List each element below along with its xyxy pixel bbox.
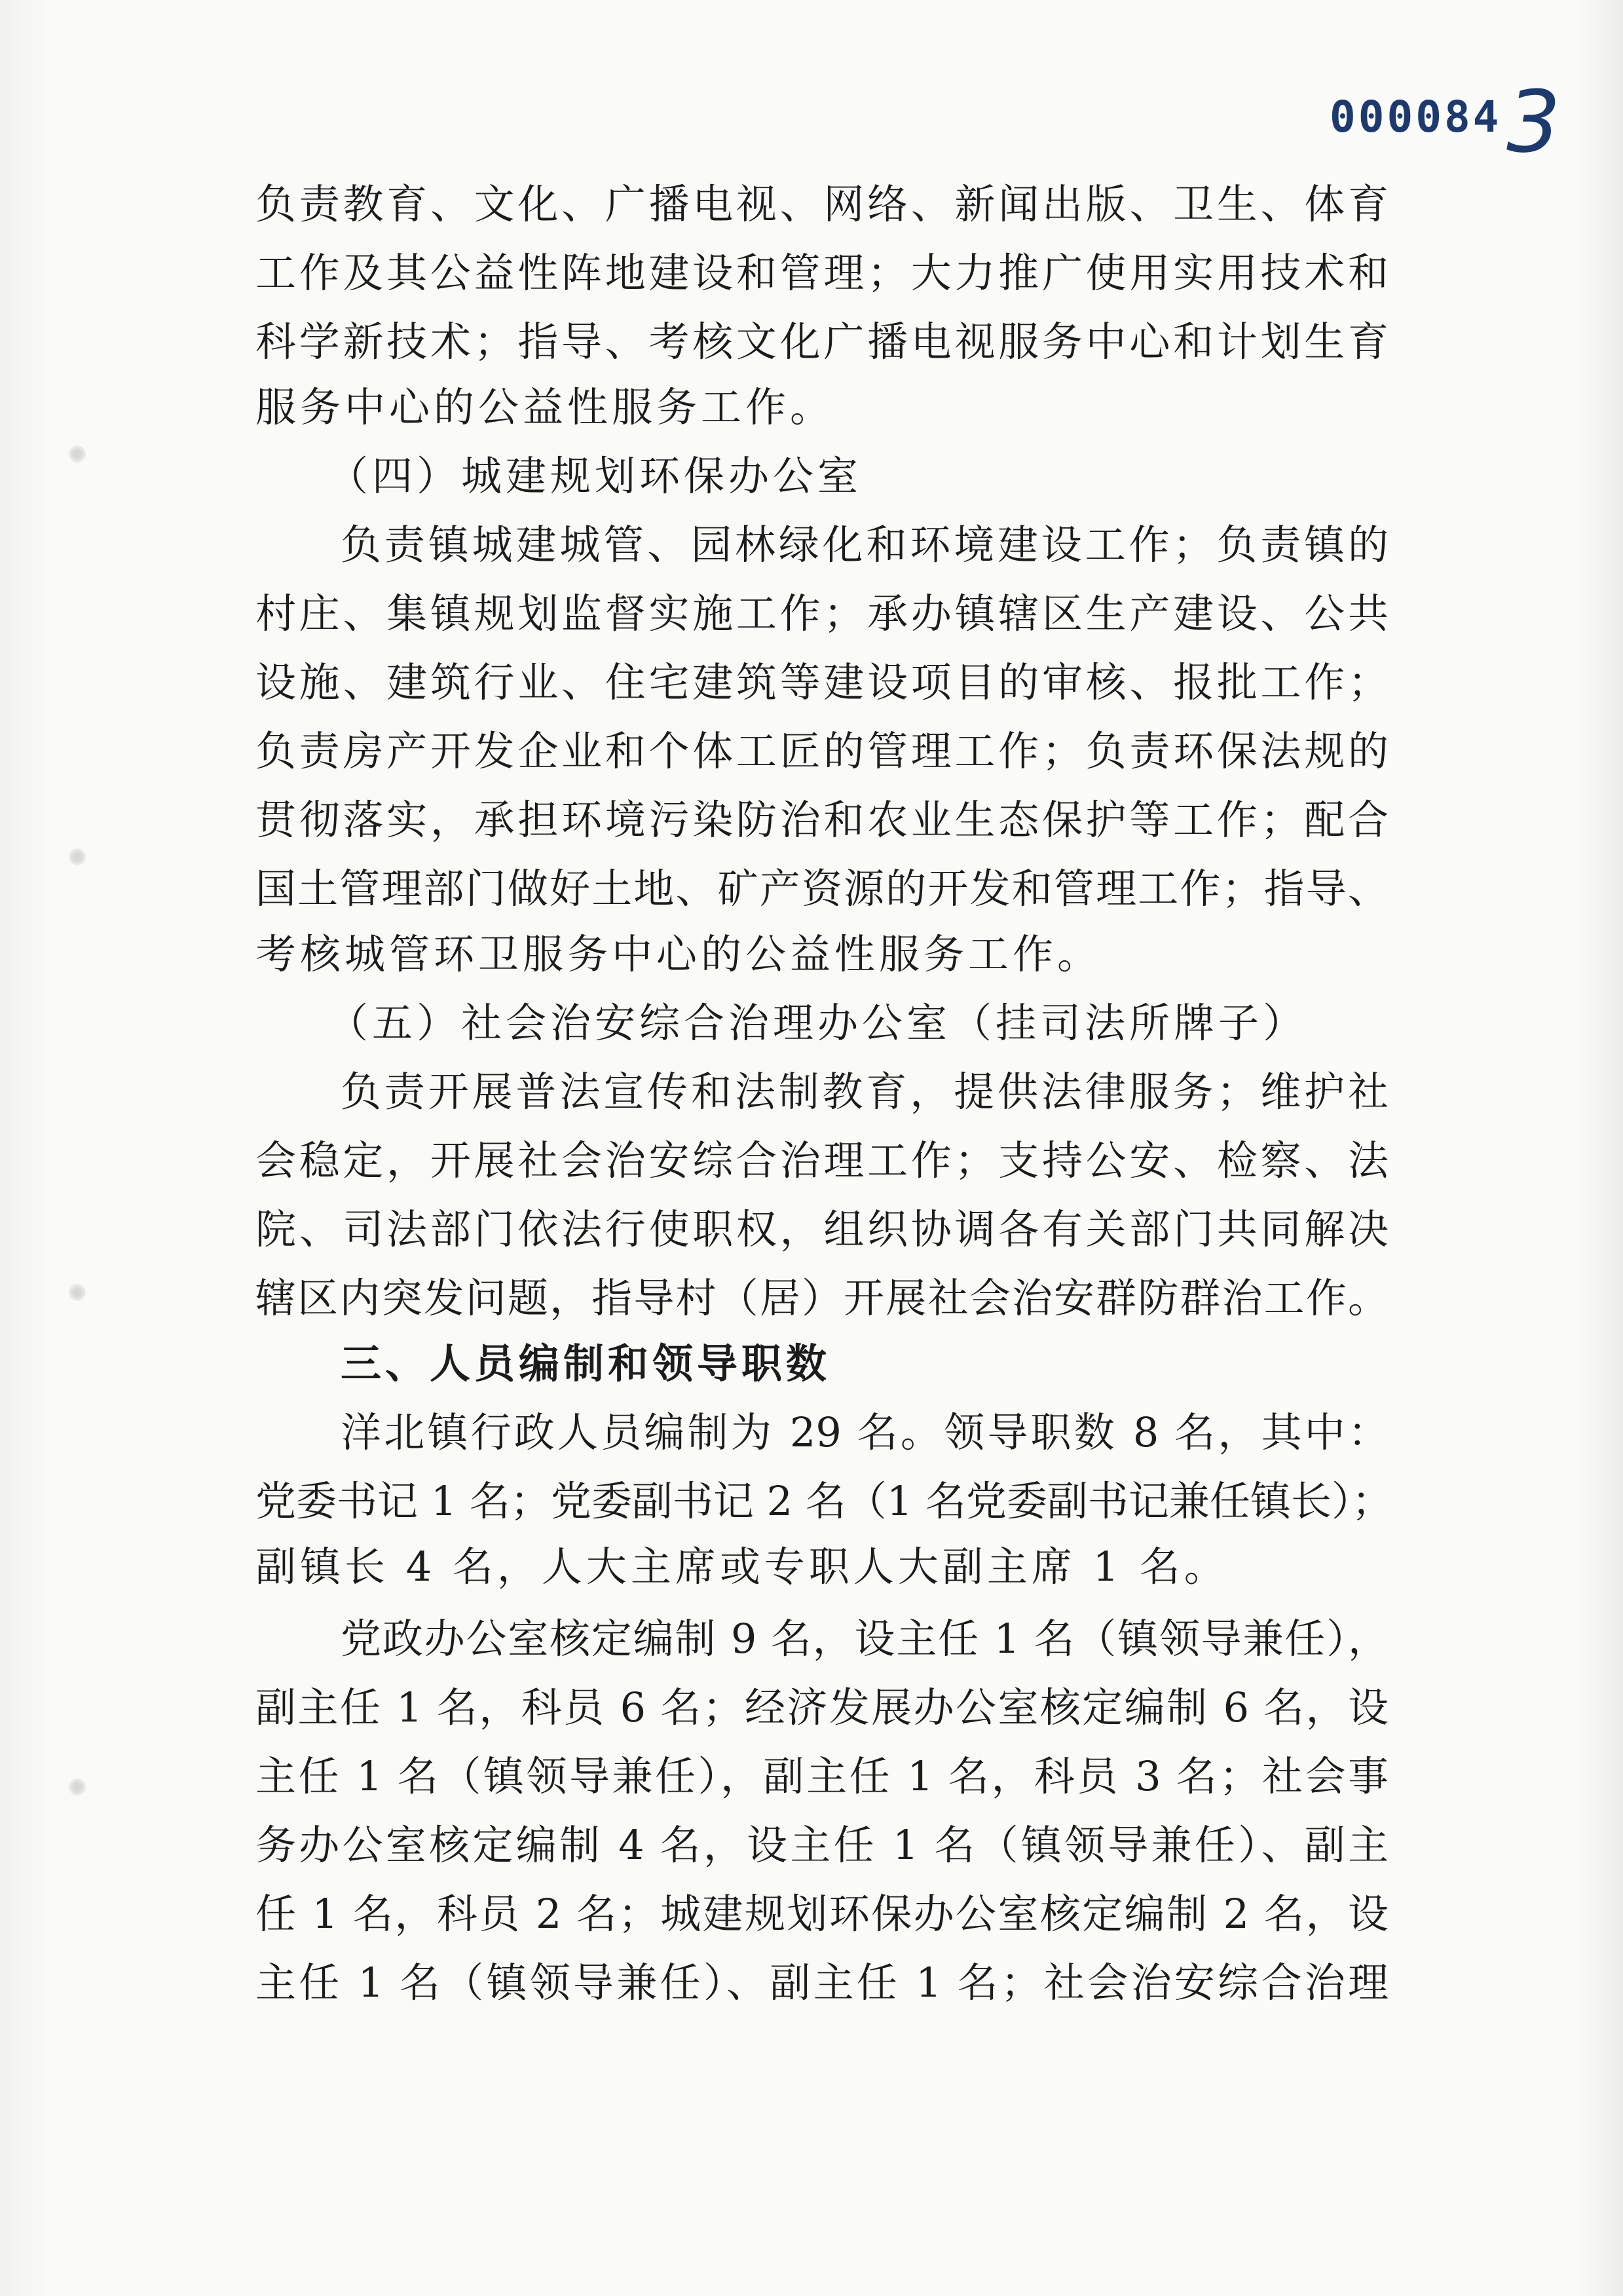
text-line: 负责教育、文化、广播电视、网络、新闻出版、卫生、体育 <box>255 180 1389 228</box>
punch-hole <box>69 445 86 462</box>
handwritten-mark: 3 <box>1506 72 1561 172</box>
text-line: 党政办公室核定编制 9 名，设主任 1 名（镇领导兼任）， <box>341 1615 1389 1663</box>
text-line: 负责开展普法宣传和法制教育，提供法律服务；维护社 <box>341 1068 1389 1116</box>
text-line: 副主任 1 名，科员 6 名；经济发展办公室核定编制 6 名，设 <box>255 1684 1389 1731</box>
text-line: 工作及其公益性阵地建设和管理；大力推广使用实用技术和 <box>255 249 1389 297</box>
text-line: 会稳定，开展社会治安综合治理工作；支持公安、检察、法 <box>255 1137 1389 1184</box>
text-line: 党委书记 1 名；党委副书记 2 名（1 名党委副书记兼任镇长）； <box>255 1477 1392 1525</box>
text-line: 考核城管环卫服务中心的公益性服务工作。 <box>255 930 1102 978</box>
text-line: 辖区内突发问题，指导村（居）开展社会治安群防群治工作。 <box>255 1274 1389 1322</box>
punch-hole <box>69 848 86 865</box>
text-line: 服务中心的公益性服务工作。 <box>255 383 835 431</box>
text-line: 院、司法部门依法行使职权，组织协调各有关部门共同解决 <box>255 1205 1389 1253</box>
text-line: 洋北镇行政人员编制为 29 名。领导职数 8 名，其中： <box>341 1408 1389 1456</box>
section-heading: （四）城建规划环保办公室 <box>327 452 863 500</box>
text-line: 科学新技术；指导、考核文化广播电视服务中心和计划生育 <box>255 318 1389 366</box>
text-line: 贯彻落实，承担环境污染防治和农业生态保护等工作；配合 <box>255 796 1389 844</box>
text-line: 设施、建筑行业、住宅建筑等建设项目的审核、报批工作； <box>255 658 1389 706</box>
text-line: 务办公室核定编制 4 名，设主任 1 名（镇领导兼任）、副主 <box>255 1821 1389 1869</box>
text-line: 村庄、集镇规划监督实施工作；承办镇辖区生产建设、公共 <box>255 590 1389 637</box>
page-number: 000084 <box>1330 92 1502 142</box>
text-line: 主任 1 名（镇领导兼任），副主任 1 名，科员 3 名；社会事 <box>255 1752 1389 1800</box>
text-line: 国土管理部门做好土地、矿产资源的开发和管理工作；指导、 <box>255 865 1389 913</box>
punch-hole <box>69 1778 86 1796</box>
punch-hole <box>69 1284 86 1301</box>
text-line: 任 1 名，科员 2 名；城建规划环保办公室核定编制 2 名，设 <box>255 1890 1389 1938</box>
section-heading: （五）社会治安综合治理办公室（挂司法所牌子） <box>327 999 1308 1047</box>
text-line: 负责镇城建城管、园林绿化和环境建设工作；负责镇的 <box>341 521 1389 569</box>
text-line: 副镇长 4 名，人大主席或专职人大副主席 1 名。 <box>255 1543 1229 1590</box>
text-line: 主任 1 名（镇领导兼任）、副主任 1 名；社会治安综合治理 <box>255 1959 1389 2006</box>
chapter-heading: 三、人员编制和领导职数 <box>341 1340 831 1387</box>
text-line: 负责房产开发企业和个体工匠的管理工作；负责环保法规的 <box>255 727 1389 775</box>
